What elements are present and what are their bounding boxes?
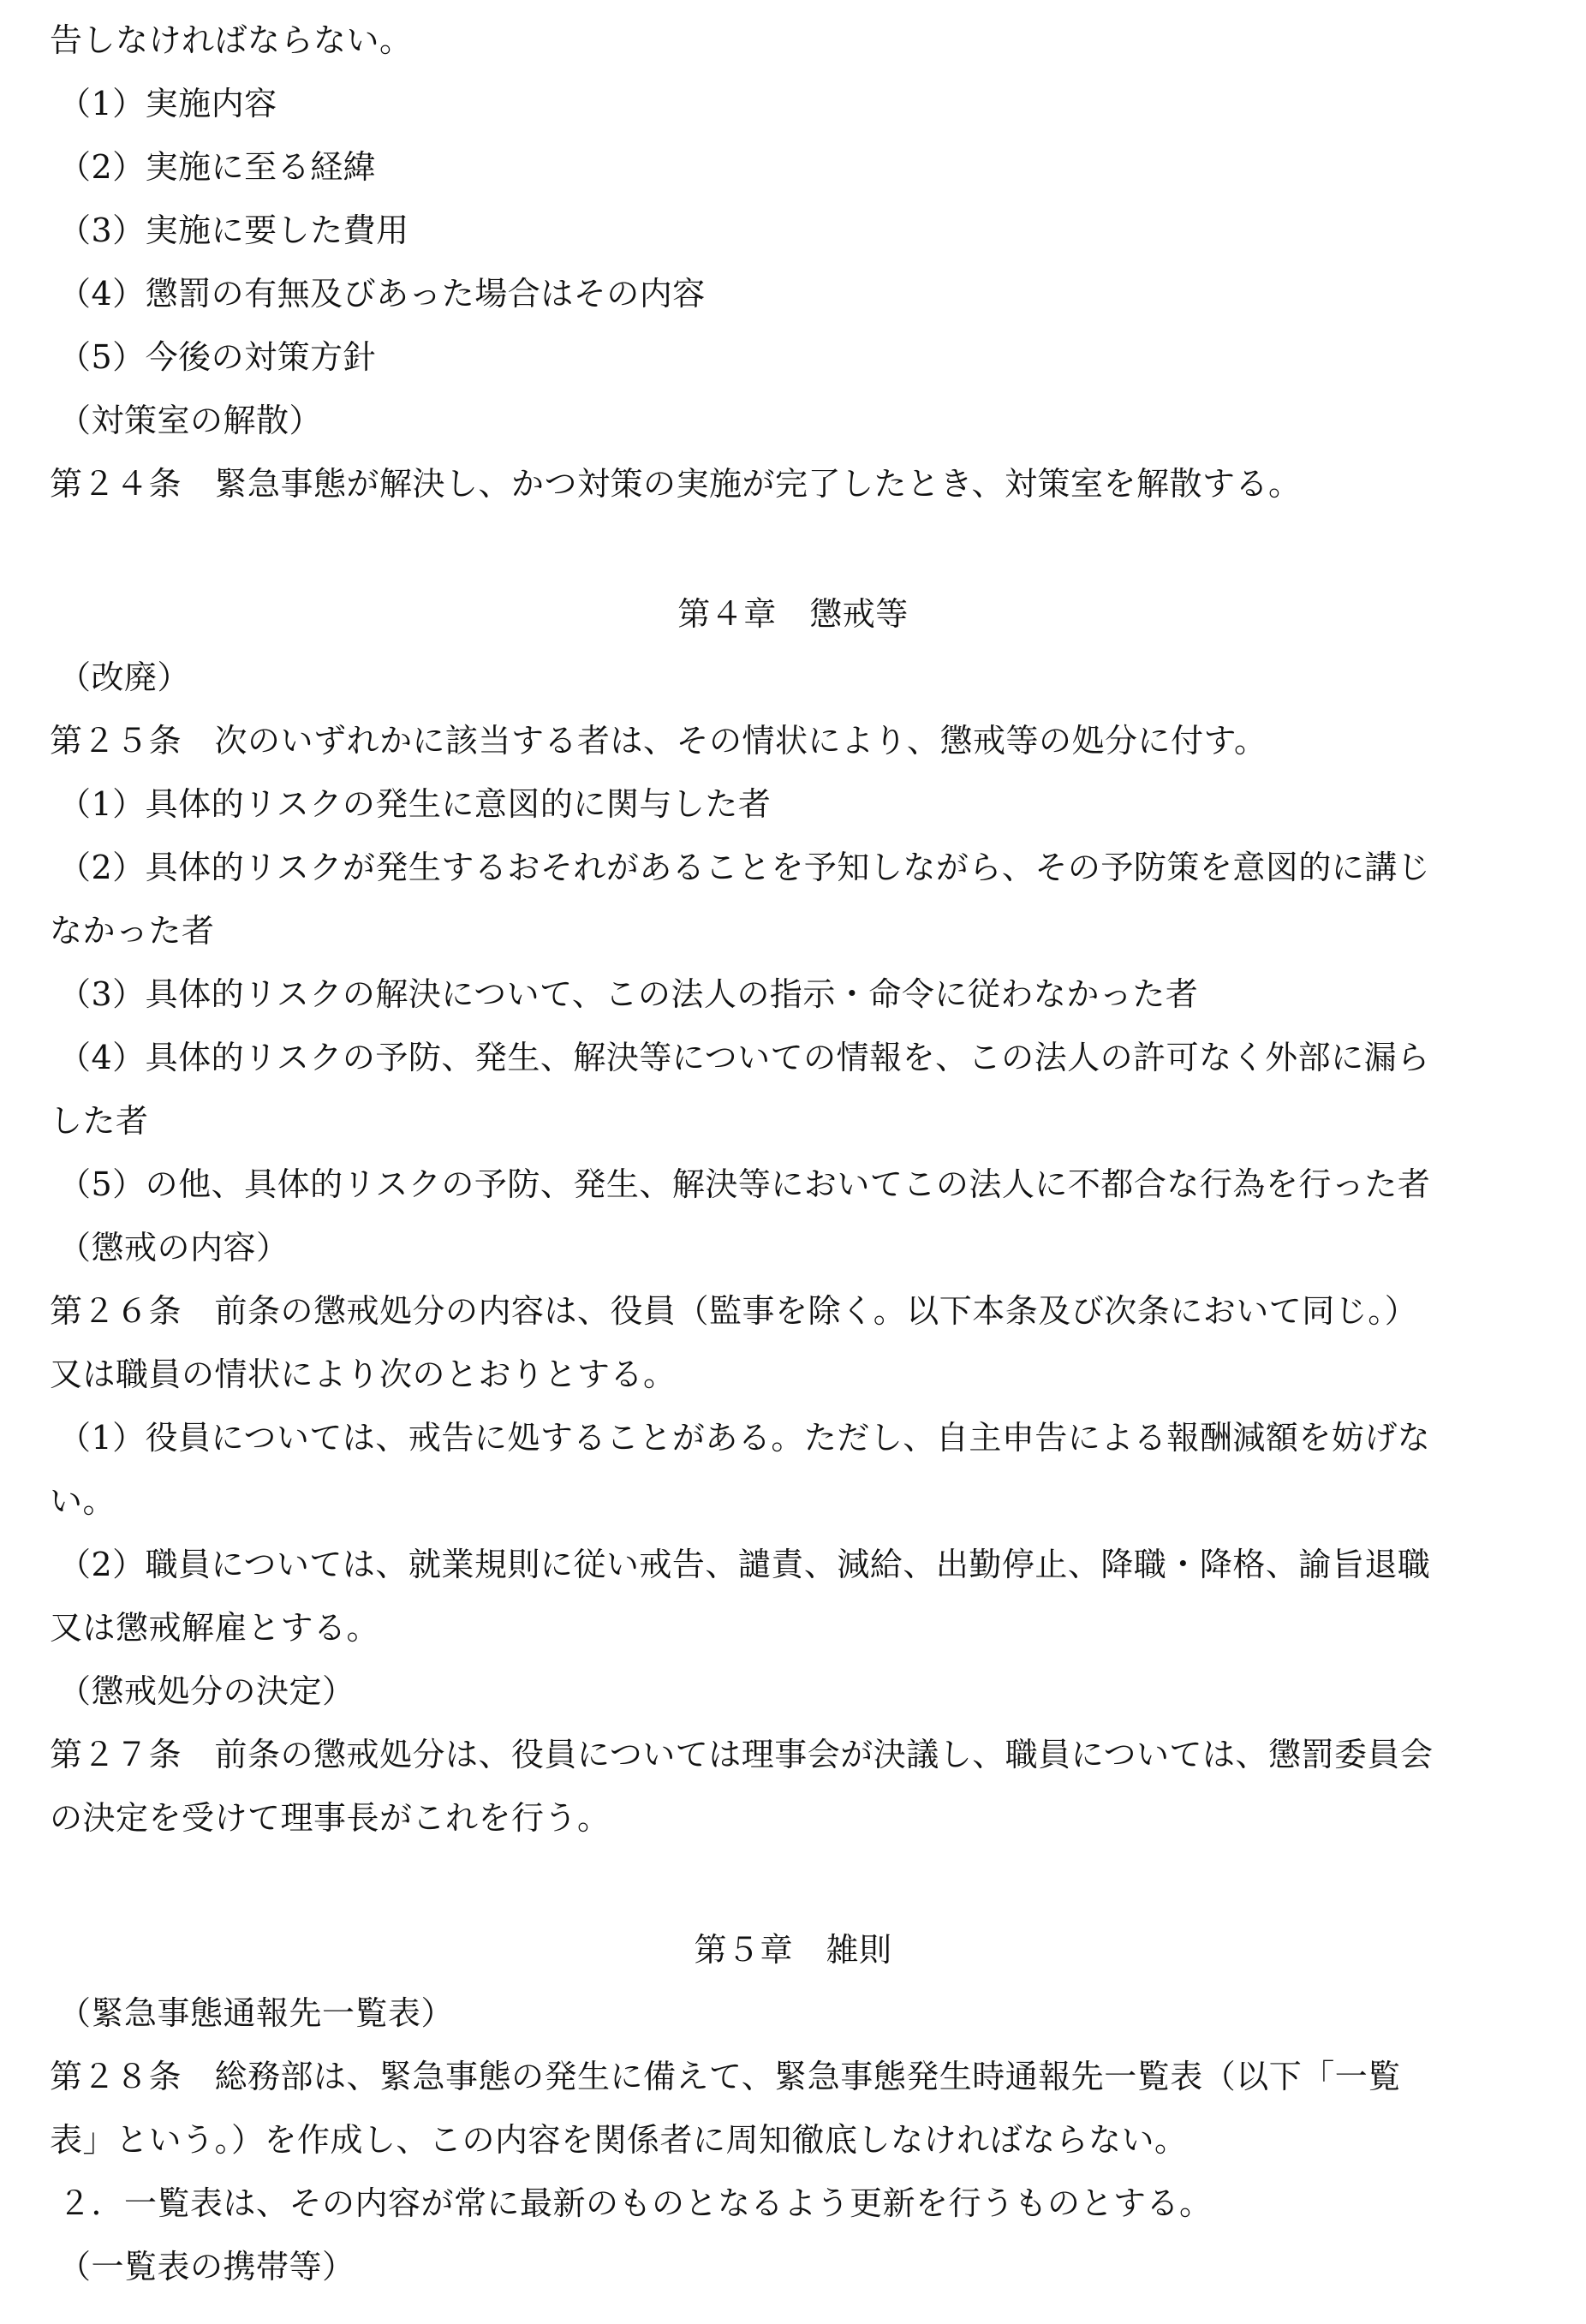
article-text: 第２５条 次のいずれかに該当する者は、その情状により、懲戒等の処分に付す。 [50,722,1267,760]
article-caption: （懲戒の内容） [58,1229,289,1266]
article-caption: （一覧表の携帯等） [58,2248,355,2285]
article-text-continuation: の決定を受けて理事長がこれを行う。 [50,1799,611,1837]
article-text: 第２６条 前条の懲戒処分の内容は、役員（監事を除く。以下本条及び次条において同じ。） [50,1292,1418,1330]
article-caption: （緊急事態通報先一覧表） [58,1994,455,2032]
list-item: （5）今後の対策方針 [58,338,377,376]
article-caption: （対策室の解散） [58,402,323,439]
list-item-continuation: 又は懲戒解雇とする。 [50,1609,380,1647]
list-item: （4）懲罰の有無及びあった場合はその内容 [58,275,706,313]
list-item: （2）具体的リスクが発生するおそれがあることを予知しながら、その予防策を意図的に講じ [58,849,1431,886]
text-line: 告しなければならない。 [50,21,413,59]
list-item-continuation: い。 [50,1482,116,1520]
article-text-continuation: 又は職員の情状により次のとおりとする。 [50,1356,677,1393]
list-item: （5）の他、具体的リスクの予防、発生、解決等においてこの法人に不都合な行為を行った者 [58,1165,1431,1203]
paragraph-item: ２．一覧表は、その内容が常に最新のものとなるよう更新を行うものとする。 [58,2184,1213,2222]
article-text-continuation: 表」という。）を作成し、この内容を関係者に周知徹底しなければならない。 [50,2121,1188,2159]
chapter-heading: 第４章 懲戒等 [677,595,909,633]
list-item: （2）実施に至る経緯 [58,148,377,186]
list-item: （1）実施内容 [58,85,277,122]
list-item: （1）役員については、戒告に処することがある。ただし、自主申告による報酬減額を妨げな [58,1419,1431,1457]
list-item: （4）具体的リスクの予防、発生、解決等についての情報を、この法人の許可なく外部に漏ら [58,1039,1430,1076]
article-caption: （懲戒処分の決定） [58,1672,355,1710]
list-item: （3）具体的リスクの解決について、この法人の指示・命令に従わなかった者 [58,975,1199,1013]
article-text: 第２４条 緊急事態が解決し、かつ対策の実施が完了したとき、対策室を解散する。 [50,465,1302,503]
article-text: 第２８条 総務部は、緊急事態の発生に備えて、緊急事態発生時通報先一覧表（以下「一覧 [50,2058,1401,2095]
list-item: （1）具体的リスクの発生に意図的に関与した者 [58,785,772,823]
list-item-continuation: した者 [50,1102,149,1140]
article-text: 第２７条 前条の懲戒処分は、役員については理事会が決議し、職員については、懲罰委員会 [50,1736,1434,1773]
list-item-continuation: なかった者 [50,912,215,950]
list-item: （2）職員については、就業規則に従い戒告、譴責、減給、出勤停止、降職・降格、諭旨退職 [58,1546,1431,1583]
list-item: （3）実施に要した費用 [58,212,409,249]
article-caption: （改廃） [58,658,191,696]
chapter-heading: 第５章 雑則 [694,1931,892,1969]
